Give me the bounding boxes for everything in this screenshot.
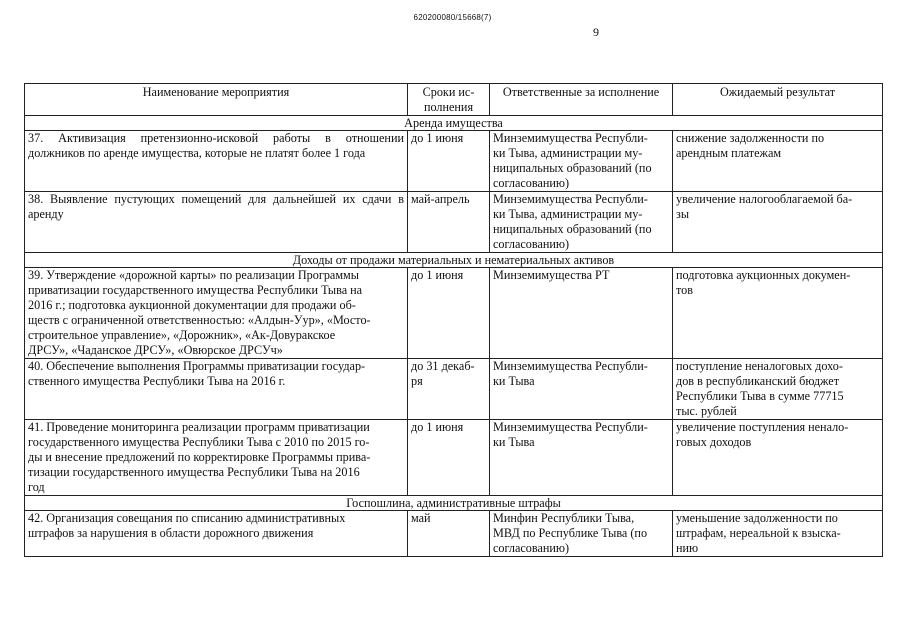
measure-responsible: Минземимущества Республи- ки Тыва, администрации му- ниципальных образований (по согласованию) xyxy=(490,131,673,192)
measure-result: увеличение поступления ненало- говых доходов xyxy=(673,420,883,496)
measure-name: 41. Проведение мониторинга реализации программ приватизации государственного имущества Республики Тыва с 2010 по 2015 го- ды и внесение предложений по корректировке Программы прива- тизации государственного имущества Республики Тыва на 2016 год xyxy=(25,420,408,496)
section-title: Госпошлина, административные штрафы xyxy=(25,496,883,511)
table-row xyxy=(25,192,883,253)
measure-responsible: Минземимущества Республи- ки Тыва, администрации му- ниципальных образований (по согласованию) xyxy=(490,192,673,253)
table-row xyxy=(25,359,883,420)
measure-result: подготовка аукционных докумен- тов xyxy=(673,268,883,359)
page-number: 9 xyxy=(593,25,599,39)
measure-name: 40. Обеспечение выполнения Программы приватизации государ- ственного имущества Республики Тыва на 2016 г. xyxy=(25,359,408,420)
document-id: 620200080/15668(7) xyxy=(413,13,492,22)
column-header-deadline: Сроки ис- полнения xyxy=(408,84,490,116)
measure-name: 38. Выявление пустующих помещений для дальнейшей их сдачи в аренду xyxy=(25,192,408,253)
measure-deadline: май xyxy=(408,511,490,557)
measures-table xyxy=(24,83,883,557)
table-row xyxy=(25,131,883,192)
measure-result: снижение задолженности по арендным платежам xyxy=(673,131,883,192)
section-title: Доходы от продажи материальных и нематериальных активов xyxy=(25,253,883,268)
measure-result: уменьшение задолженности по штрафам, нереальной к взыска- нию xyxy=(673,511,883,557)
measure-deadline: май-апрель xyxy=(408,192,490,253)
measure-name: 42. Организация совещания по списанию административных штрафов за нарушения в области дорожного движения xyxy=(25,511,408,557)
section-row xyxy=(25,496,883,511)
column-header-result: Ожидаемый результат xyxy=(673,84,883,116)
measure-responsible: Минземимущества РТ xyxy=(490,268,673,359)
section-title: Аренда имущества xyxy=(25,116,883,131)
measure-deadline: до 1 июня xyxy=(408,420,490,496)
measure-result: увеличение налогооблагаемой ба- зы xyxy=(673,192,883,253)
section-row xyxy=(25,116,883,131)
measure-responsible: Минземимущества Республи- ки Тыва xyxy=(490,359,673,420)
measure-name: 39. Утверждение «дорожной карты» по реализации Программы приватизации государственного имущества Республики Тыва на 2016 г.; подготовка аукционной документации для продажи об- ществ с ограниченной ответственностью: «Алдын-Уур», «Мосто- строительное управление», «Дорожник», «Ак-Довуракское ДРСУ», «Чаданское ДРСУ», «Овюрское ДРСУч» xyxy=(25,268,408,359)
measure-deadline: до 1 июня xyxy=(408,268,490,359)
section-row xyxy=(25,253,883,268)
measure-result: поступление неналоговых дохо- дов в республиканский бюджет Республики Тыва в сумме 77715 тыс. рублей xyxy=(673,359,883,420)
column-header-responsible: Ответственные за исполнение xyxy=(490,84,673,116)
measure-responsible: Минземимущества Республи- ки Тыва xyxy=(490,420,673,496)
table-row xyxy=(25,268,883,359)
table-row xyxy=(25,420,883,496)
table-header-row xyxy=(25,84,883,116)
table-row xyxy=(25,511,883,557)
column-header-name: Наименование мероприятия xyxy=(25,84,408,116)
measure-deadline: до 1 июня xyxy=(408,131,490,192)
measure-name: 37. Активизация претензионно-исковой работы в отношении должников по аренде имущества, которые не платят более 1 года xyxy=(25,131,408,192)
measure-deadline: до 31 декаб- ря xyxy=(408,359,490,420)
measure-responsible: Минфин Республики Тыва, МВД по Республике Тыва (по согласованию) xyxy=(490,511,673,557)
